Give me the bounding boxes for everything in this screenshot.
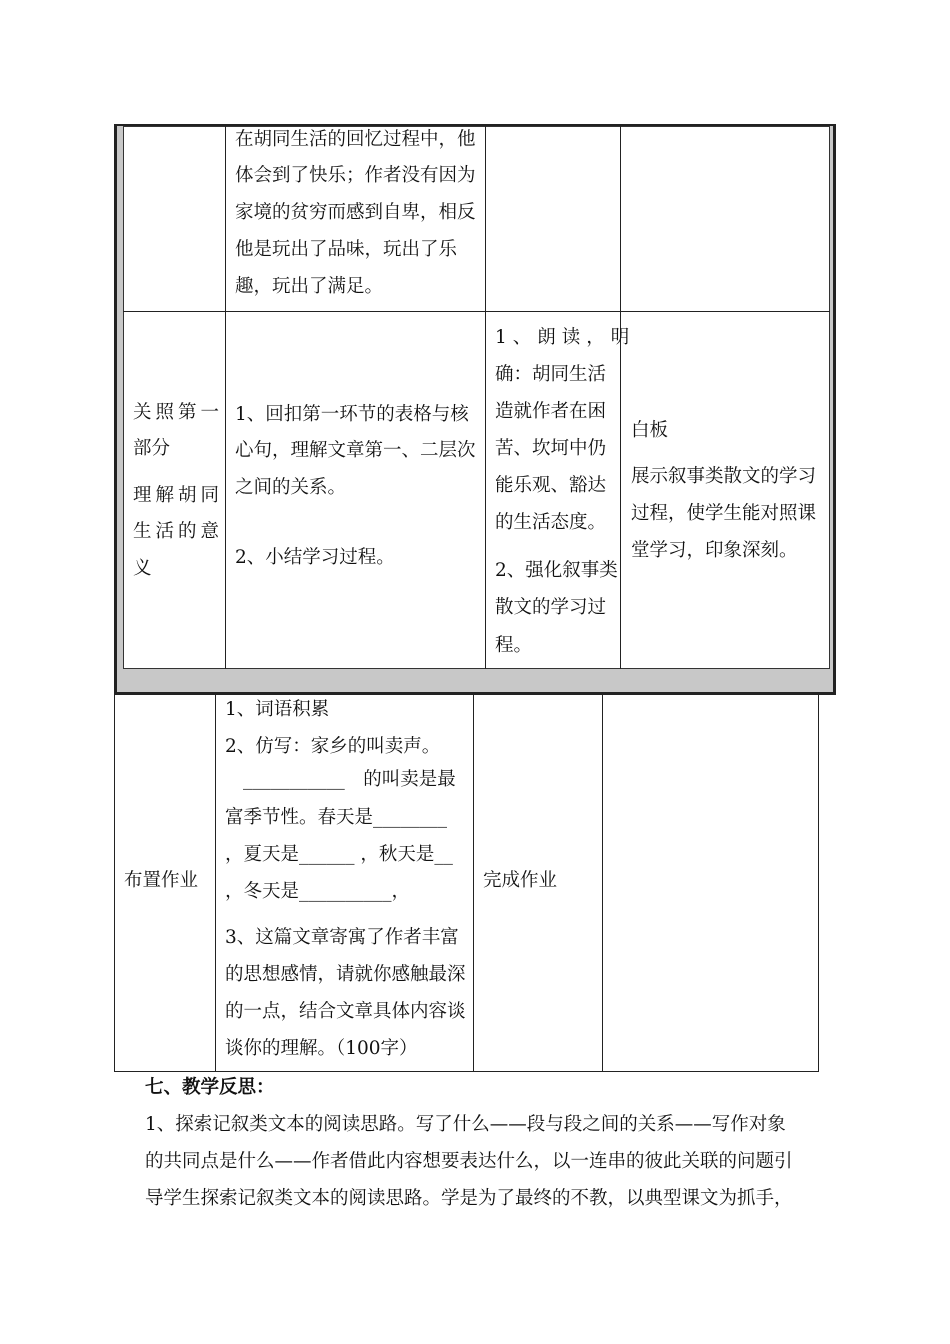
student-line: 散文的学习过 bbox=[495, 597, 607, 618]
hw-col-line-2 bbox=[473, 695, 474, 1072]
media-line: 展示叙事类散文的学习 bbox=[631, 466, 817, 487]
row1-line: 趣，玩出了满足。 bbox=[235, 276, 384, 297]
homework-line: ，冬天是__________， bbox=[225, 881, 411, 902]
homework-line: ，夏天是______ ，秋天是__ bbox=[225, 844, 453, 865]
col-line-3 bbox=[620, 126, 621, 669]
student-line: 确：胡同生活 bbox=[495, 364, 607, 385]
homework-line: 2、仿写：家乡的叫卖声。 bbox=[225, 736, 441, 757]
student-line: 1、朗读，明 bbox=[495, 327, 636, 348]
content-line: 1、回扣第一环节的表格与核 bbox=[235, 404, 469, 425]
student-line: 造就作者在困 bbox=[495, 401, 607, 422]
homework-line: 3、这篇文章寄寓了作者丰富 bbox=[225, 927, 459, 948]
col-line-2 bbox=[485, 126, 486, 669]
section-line: 生活的意 bbox=[133, 521, 224, 542]
reflection-line: 导学生探索记叙类文本的阅读思路。学是为了最终的不教，以典型课文为抓手， bbox=[145, 1188, 793, 1209]
content-line: 心句，理解文章第一、二层次 bbox=[235, 440, 476, 461]
hw-left-border bbox=[114, 695, 115, 1072]
hw-right-border bbox=[818, 695, 819, 1072]
homework-student: 完成作业 bbox=[483, 870, 558, 891]
homework-line: 1、词语积累 bbox=[225, 699, 330, 720]
homework-line: 谈你的理解。（100字） bbox=[225, 1038, 418, 1059]
row-line-1 bbox=[123, 311, 830, 312]
media-line: 堂学习，印象深刻。 bbox=[631, 540, 798, 561]
row1-line: 他是玩出了品味，玩出了乐 bbox=[235, 239, 458, 260]
reflection-line: 的共同点是什么——作者借此内容想要表达什么，以一连串的彼此关联的问题引 bbox=[145, 1151, 793, 1172]
media-line: 过程，使学生能对照课 bbox=[631, 503, 817, 524]
content-line: 之间的关系。 bbox=[235, 477, 347, 498]
homework-line: ___________ 的叫卖是最 bbox=[243, 769, 456, 790]
table-inner bbox=[123, 126, 830, 669]
content-line: 2、小结学习过程。 bbox=[235, 547, 395, 568]
reflection-line: 1、探索记叙类文本的阅读思路。写了什么——段与段之间的关系——写作对象 bbox=[145, 1114, 786, 1135]
media-title: 白板 bbox=[631, 420, 669, 441]
homework-line: 的思想感情，请就你感触最深 bbox=[225, 964, 466, 985]
hw-col-line-1 bbox=[215, 695, 216, 1072]
section-line: 部分 bbox=[133, 438, 171, 459]
student-line: 能乐观、豁达 bbox=[495, 475, 607, 496]
col-line-1 bbox=[225, 126, 226, 669]
section-line: 关照第一 bbox=[133, 402, 224, 423]
row1-line: 家境的贫穷而感到自卑，相反 bbox=[235, 202, 476, 223]
section-line: 义 bbox=[133, 558, 152, 579]
row1-line: 体会到了快乐；作者没有因为 bbox=[235, 165, 476, 186]
hw-col-line-3 bbox=[602, 695, 603, 1072]
student-line: 的生活态度。 bbox=[495, 512, 607, 533]
section-line: 理解胡同 bbox=[133, 485, 224, 506]
homework-section: 布置作业 bbox=[124, 870, 199, 891]
student-line: 2、强化叙事类 bbox=[495, 560, 618, 581]
homework-line: 的一点，结合文章具体内容谈 bbox=[225, 1001, 466, 1022]
reflection-heading: 七、教学反思： bbox=[145, 1077, 275, 1098]
homework-line: 富季节性。春天是________ bbox=[225, 807, 448, 828]
row1-line: 在胡同生活的回忆过程中，他 bbox=[235, 129, 476, 150]
student-line: 苦、坎坷中仍 bbox=[495, 438, 607, 459]
hw-bottom-border bbox=[114, 1071, 819, 1072]
student-line: 程。 bbox=[495, 635, 533, 656]
